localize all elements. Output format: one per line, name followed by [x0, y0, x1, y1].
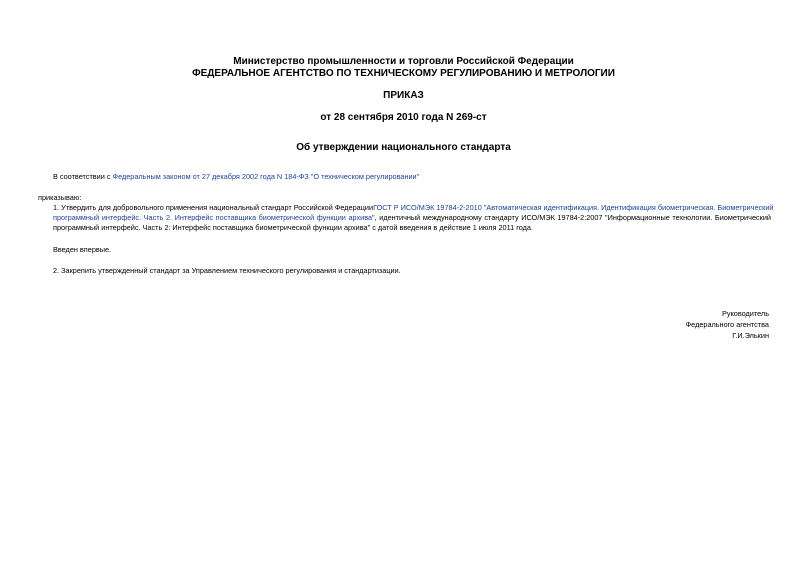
gost-link-part-2[interactable]: программный интерфейс. Часть 2. Интерфейс поставщика биометрической функции архива": [53, 213, 375, 222]
item-1-paragraph: [38, 203, 774, 233]
ministry-title: Министерство промышленности и торговли Российской Федерации: [233, 56, 574, 67]
signature-name: Г.И.Элькин: [732, 331, 769, 340]
document-date: от 28 сентября 2010 года N 269-ст: [320, 112, 487, 123]
document-subject: Об утверждении национального стандарта: [296, 142, 511, 153]
order-word: приказываю:: [38, 193, 82, 202]
signature-position-line-2: Федерального агентства: [685, 320, 769, 329]
basis-prefix: В соответствии с: [53, 172, 113, 181]
basis-paragraph: [53, 172, 773, 182]
federal-law-link[interactable]: Федеральным законом от 27 декабря 2002 года N 184-ФЗ "О техническом регулировании": [112, 172, 420, 181]
item-1-line-2: [38, 213, 771, 223]
agency-title: ФЕДЕРАЛЬНОЕ АГЕНТСТВО ПО ТЕХНИЧЕСКОМУ РЕГУЛИРОВАНИЮ И МЕТРОЛОГИИ: [192, 68, 615, 79]
gost-link-part-1[interactable]: ГОСТ Р ИСО/МЭК 19784-2-2010 "Автоматическая идентификация. Идентификация биометрическая. Биометрический: [373, 203, 774, 212]
intro-note: Введен впервые.: [53, 245, 112, 254]
item-1-line-1: [38, 203, 774, 213]
signature-block: [686, 308, 769, 341]
item-1-prefix: 1. Утвердить для добровольного применения национальный стандарт Российской Федерации: [53, 203, 374, 212]
item-1-line-3: программный интерфейс. Часть 2: Интерфейс поставщика биометрической функции архива" с датой введения в действие 1 июля 2011 года.: [53, 223, 533, 232]
document-type: ПРИКАЗ: [383, 90, 424, 101]
item-2-paragraph: 2. Закрепить утвержденный стандарт за Управлением технического регулирования и стандартизации.: [53, 266, 401, 275]
item-1-rest-a: , идентичный международному стандарту ИСО/МЭК 19784-2:2007 "Информационные технологии. Биометрический: [374, 213, 771, 222]
signature-position-line-1: Руководитель: [721, 309, 769, 318]
